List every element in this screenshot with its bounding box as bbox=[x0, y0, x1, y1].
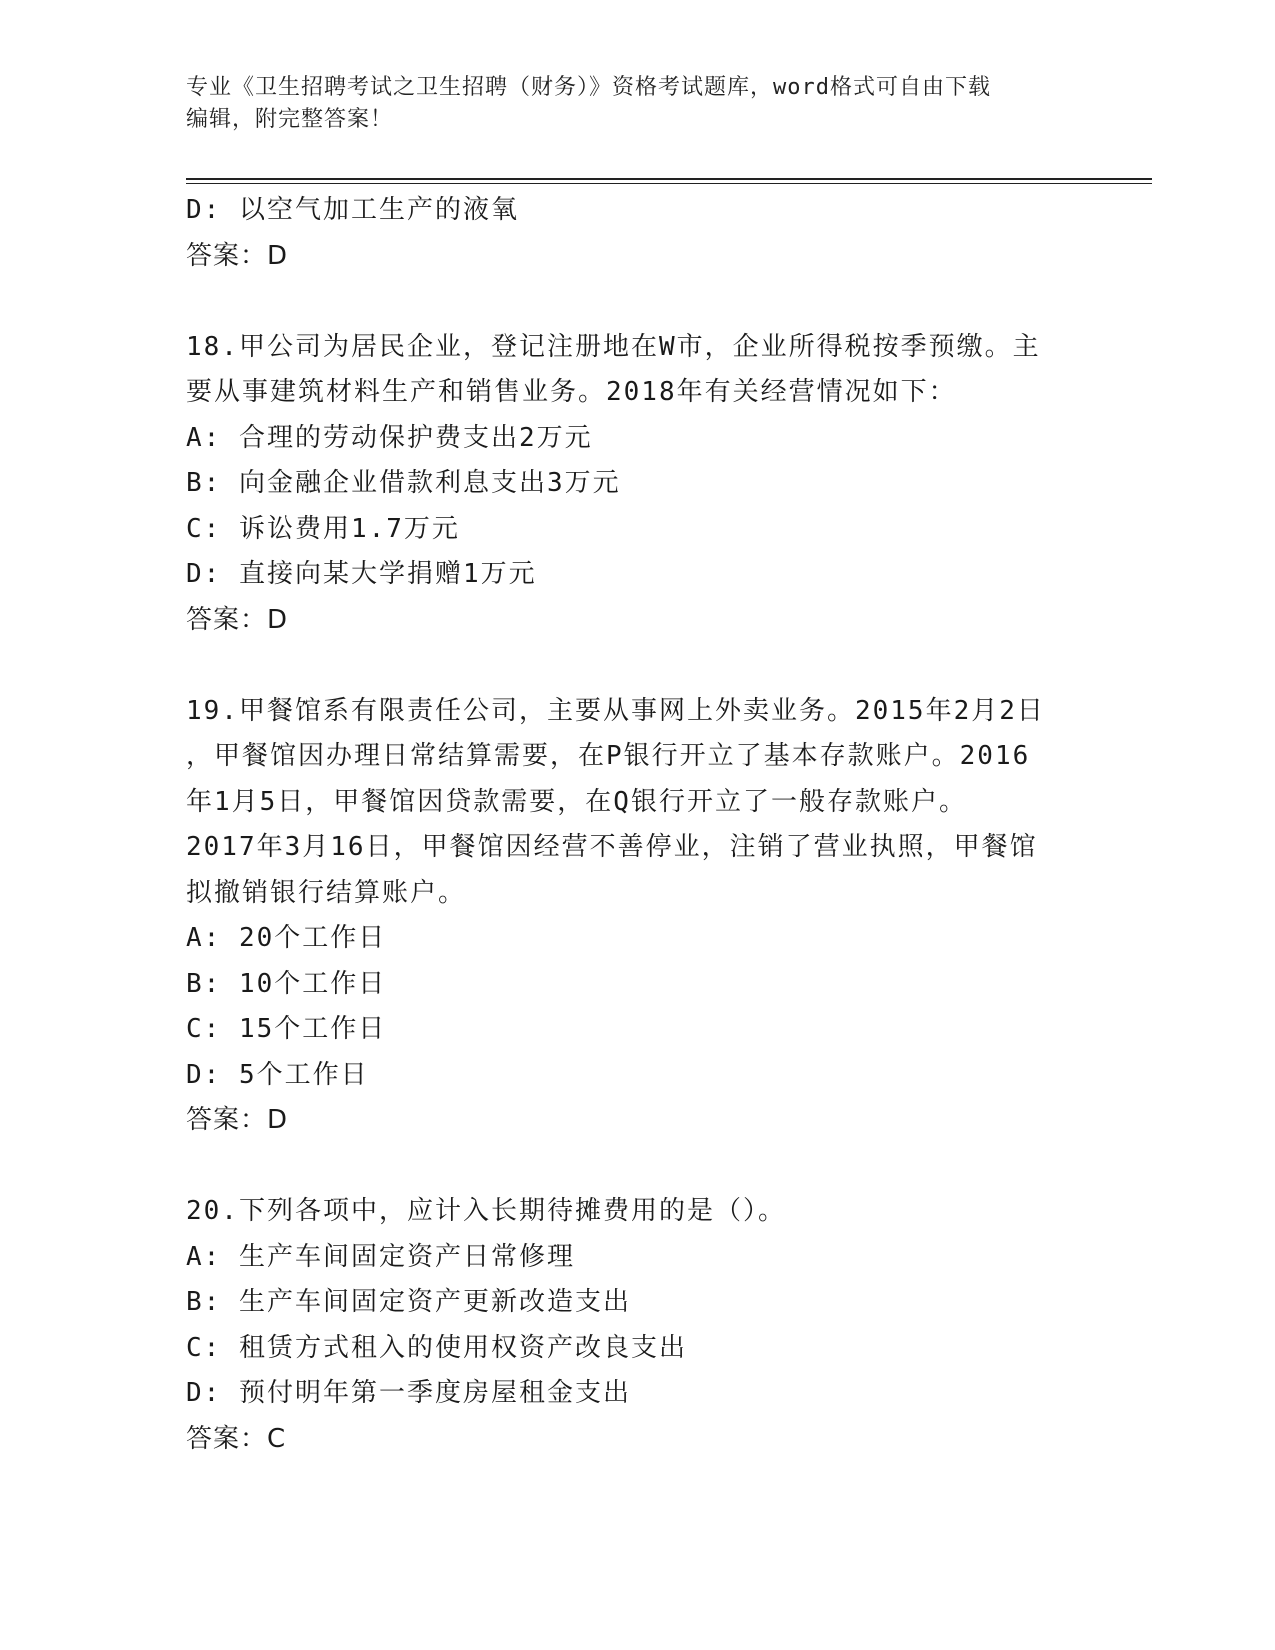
header-divider-thick bbox=[186, 178, 1152, 180]
question-line: ，甲餐馆因办理日常结算需要，在P银行开立了基本存款账户。2016 bbox=[186, 741, 1031, 771]
answer-line: 答案：D bbox=[186, 240, 289, 271]
question-line: C: 租赁方式租入的使用权资产改良支出 bbox=[186, 1332, 687, 1363]
question-block bbox=[186, 1189, 1086, 1462]
answer-line: 答案：C bbox=[186, 1423, 287, 1454]
answer-line: 答案：D bbox=[186, 604, 289, 635]
question-line: C: 诉讼费用1.7万元 bbox=[186, 513, 460, 544]
question-block bbox=[186, 689, 1086, 1144]
question-line: 2017年3月16日，甲餐馆因经营不善停业，注销了营业执照，甲餐馆 bbox=[186, 832, 1038, 862]
question-line: C: 15个工作日 bbox=[186, 1014, 387, 1044]
question-line: 年1月5日，甲餐馆因贷款需要，在Q银行开立了一般存款账户。 bbox=[186, 786, 967, 817]
block-spacer bbox=[186, 279, 1086, 325]
question-line: B: 10个工作日 bbox=[186, 968, 387, 999]
question-line: B: 生产车间固定资产更新改造支出 bbox=[186, 1287, 631, 1317]
question-block bbox=[186, 325, 1086, 644]
block-spacer bbox=[186, 643, 1086, 689]
document-header bbox=[186, 72, 1086, 136]
header-line-2: 编辑，附完整答案！ bbox=[186, 107, 394, 132]
question-line: D: 5个工作日 bbox=[186, 1059, 369, 1090]
question-line: D: 直接向某大学捐赠1万元 bbox=[186, 559, 537, 589]
question-line: A: 20个工作日 bbox=[186, 923, 387, 953]
question-line: 20.下列各项中，应计入长期待摊费用的是（）。 bbox=[186, 1196, 786, 1226]
question-line: A: 合理的劳动保护费支出2万元 bbox=[186, 422, 593, 453]
question-line: 要从事建筑材料生产和销售业务。2018年有关经营情况如下： bbox=[186, 377, 957, 407]
answer-line: 答案：D bbox=[186, 1105, 289, 1135]
block-spacer bbox=[186, 1144, 1086, 1190]
question-line: 拟撤销银行结算账户。 bbox=[186, 877, 467, 908]
header-divider-thin bbox=[186, 183, 1152, 184]
question-line: A: 生产车间固定资产日常修理 bbox=[186, 1241, 575, 1272]
question-block bbox=[186, 188, 1086, 279]
question-line: 19.甲餐馆系有限责任公司，主要从事网上外卖业务。2015年2月2日 bbox=[186, 695, 1045, 726]
question-line: B: 向金融企业借款利息支出3万元 bbox=[186, 468, 621, 498]
header-line-1: 专业《卫生招聘考试之卫生招聘（财务）》资格考试题库，word格式可自由下载 bbox=[186, 75, 991, 100]
question-line: D: 以空气加工生产的液氧 bbox=[186, 195, 519, 225]
question-list bbox=[186, 188, 1086, 1462]
question-line: D: 预付明年第一季度房屋租金支出 bbox=[186, 1378, 631, 1408]
question-line: 18.甲公司为居民企业，登记注册地在W市，企业所得税按季预缴。主 bbox=[186, 331, 1041, 362]
